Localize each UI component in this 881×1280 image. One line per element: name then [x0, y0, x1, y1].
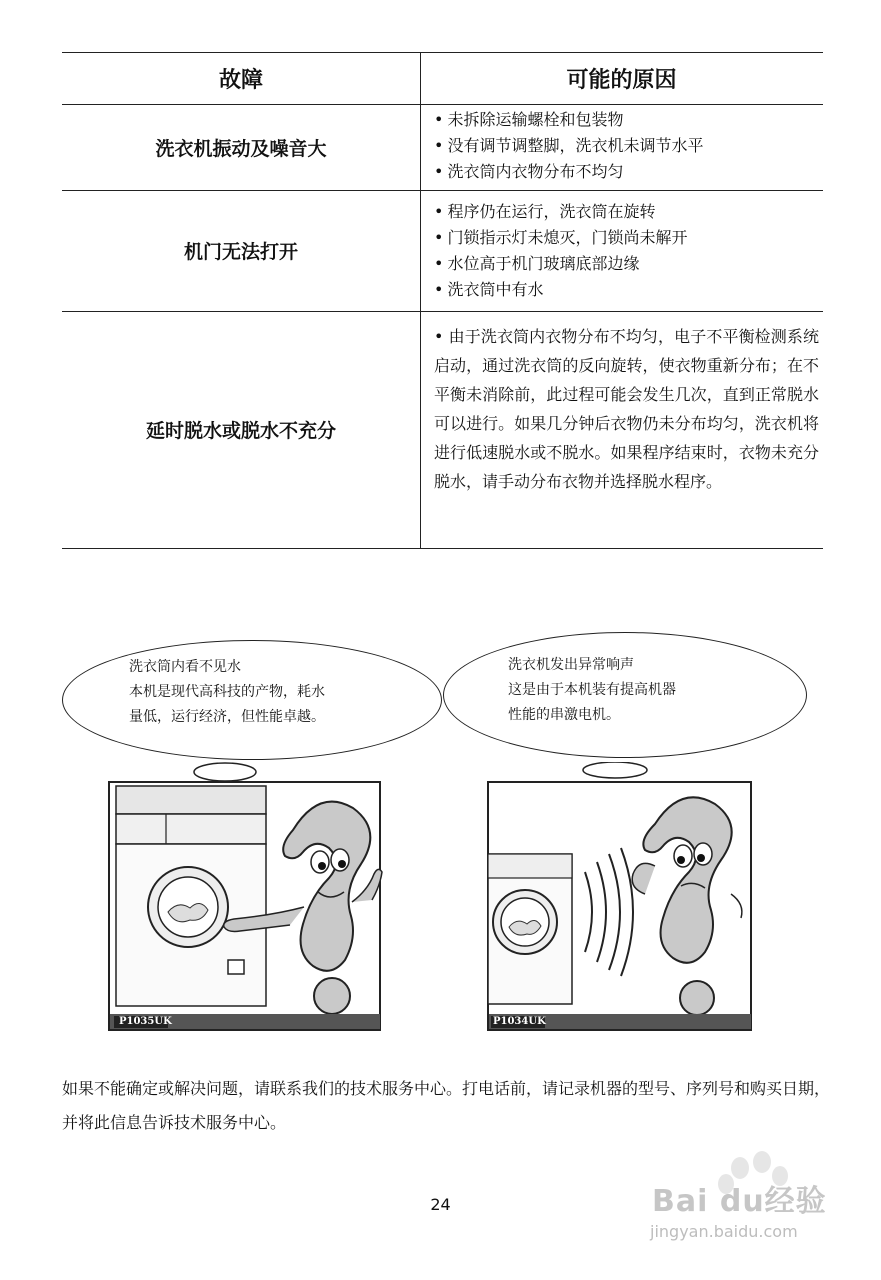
header-cause: 可能的原因: [566, 67, 677, 93]
table-bottom-rule: [62, 548, 823, 549]
bubble-line: 性能的串激电机。: [508, 707, 620, 723]
bubble-line: 这是由于本机装有提高机器: [508, 682, 676, 698]
watermark-url: jingyan.baidu.com: [650, 1222, 798, 1241]
watermark-brand: Bai du经验: [652, 1184, 827, 1219]
list-item: • 未拆除运输螺栓和包装物: [434, 107, 819, 133]
speech-bubble-right: [443, 632, 807, 758]
fault-label: 洗衣机振动及噪音大: [155, 137, 327, 160]
list-item: • 没有调节调整脚，洗衣机未调节水平: [434, 133, 819, 159]
fault-label: 延时脱水或脱水不充分: [145, 420, 336, 442]
washer-question-mark-illustration: [108, 762, 384, 1034]
bubble-title: 洗衣筒内看不见水: [129, 659, 241, 675]
list-item: • 门锁指示灯未熄灭，门锁尚未解开: [434, 225, 819, 251]
contact-note: 如果不能确定或解决问题，请联系我们的技术服务中心。打电话前，请记录机器的型号、序列号和购买日期，并将此信息告诉技术服务中心。: [62, 1079, 831, 1132]
list-item: • 水位高于机门玻璃底部边缘: [434, 251, 819, 277]
list-item: • 洗衣筒中有水: [434, 277, 819, 303]
list-item: • 洗衣筒内衣物分布不均匀: [434, 159, 819, 185]
illustration-caption: P1035UK: [119, 1016, 172, 1027]
bubble-line: 量低，运行经济，但性能卓越。: [129, 709, 325, 725]
cause-list: [434, 107, 819, 185]
table-column-divider: [420, 52, 421, 548]
page-number: 24: [430, 1195, 451, 1214]
bubble-line: 本机是现代高科技的产物，耗水: [129, 684, 325, 700]
washer-noise-question-mark-illustration: [487, 762, 755, 1034]
fault-label: 机门无法打开: [183, 241, 298, 263]
illustration-caption: P1034UK: [493, 1016, 546, 1027]
header-fault: 故障: [218, 67, 263, 93]
list-item: • 程序仍在运行，洗衣筒在旋转: [434, 199, 819, 225]
speech-bubble-left: [62, 640, 442, 760]
cause-paragraph: • 由于洗衣筒内衣物分布不均匀，电子不平衡检测系统启动，通过洗衣筒的反向旋转，使衣物重新分布；在不平衡未消除前，此过程可能会发生几次，直到正常脱水可以进行。如果几分钟后衣物仍未分布均匀，洗衣机将进行低速脱水或不脱水。如果程序结束时，衣物未充分脱水，请手动分布衣物并选择脱水程序。: [434, 327, 819, 491]
cause-list: [434, 199, 819, 303]
bubble-title: 洗衣机发出异常响声: [508, 657, 634, 673]
